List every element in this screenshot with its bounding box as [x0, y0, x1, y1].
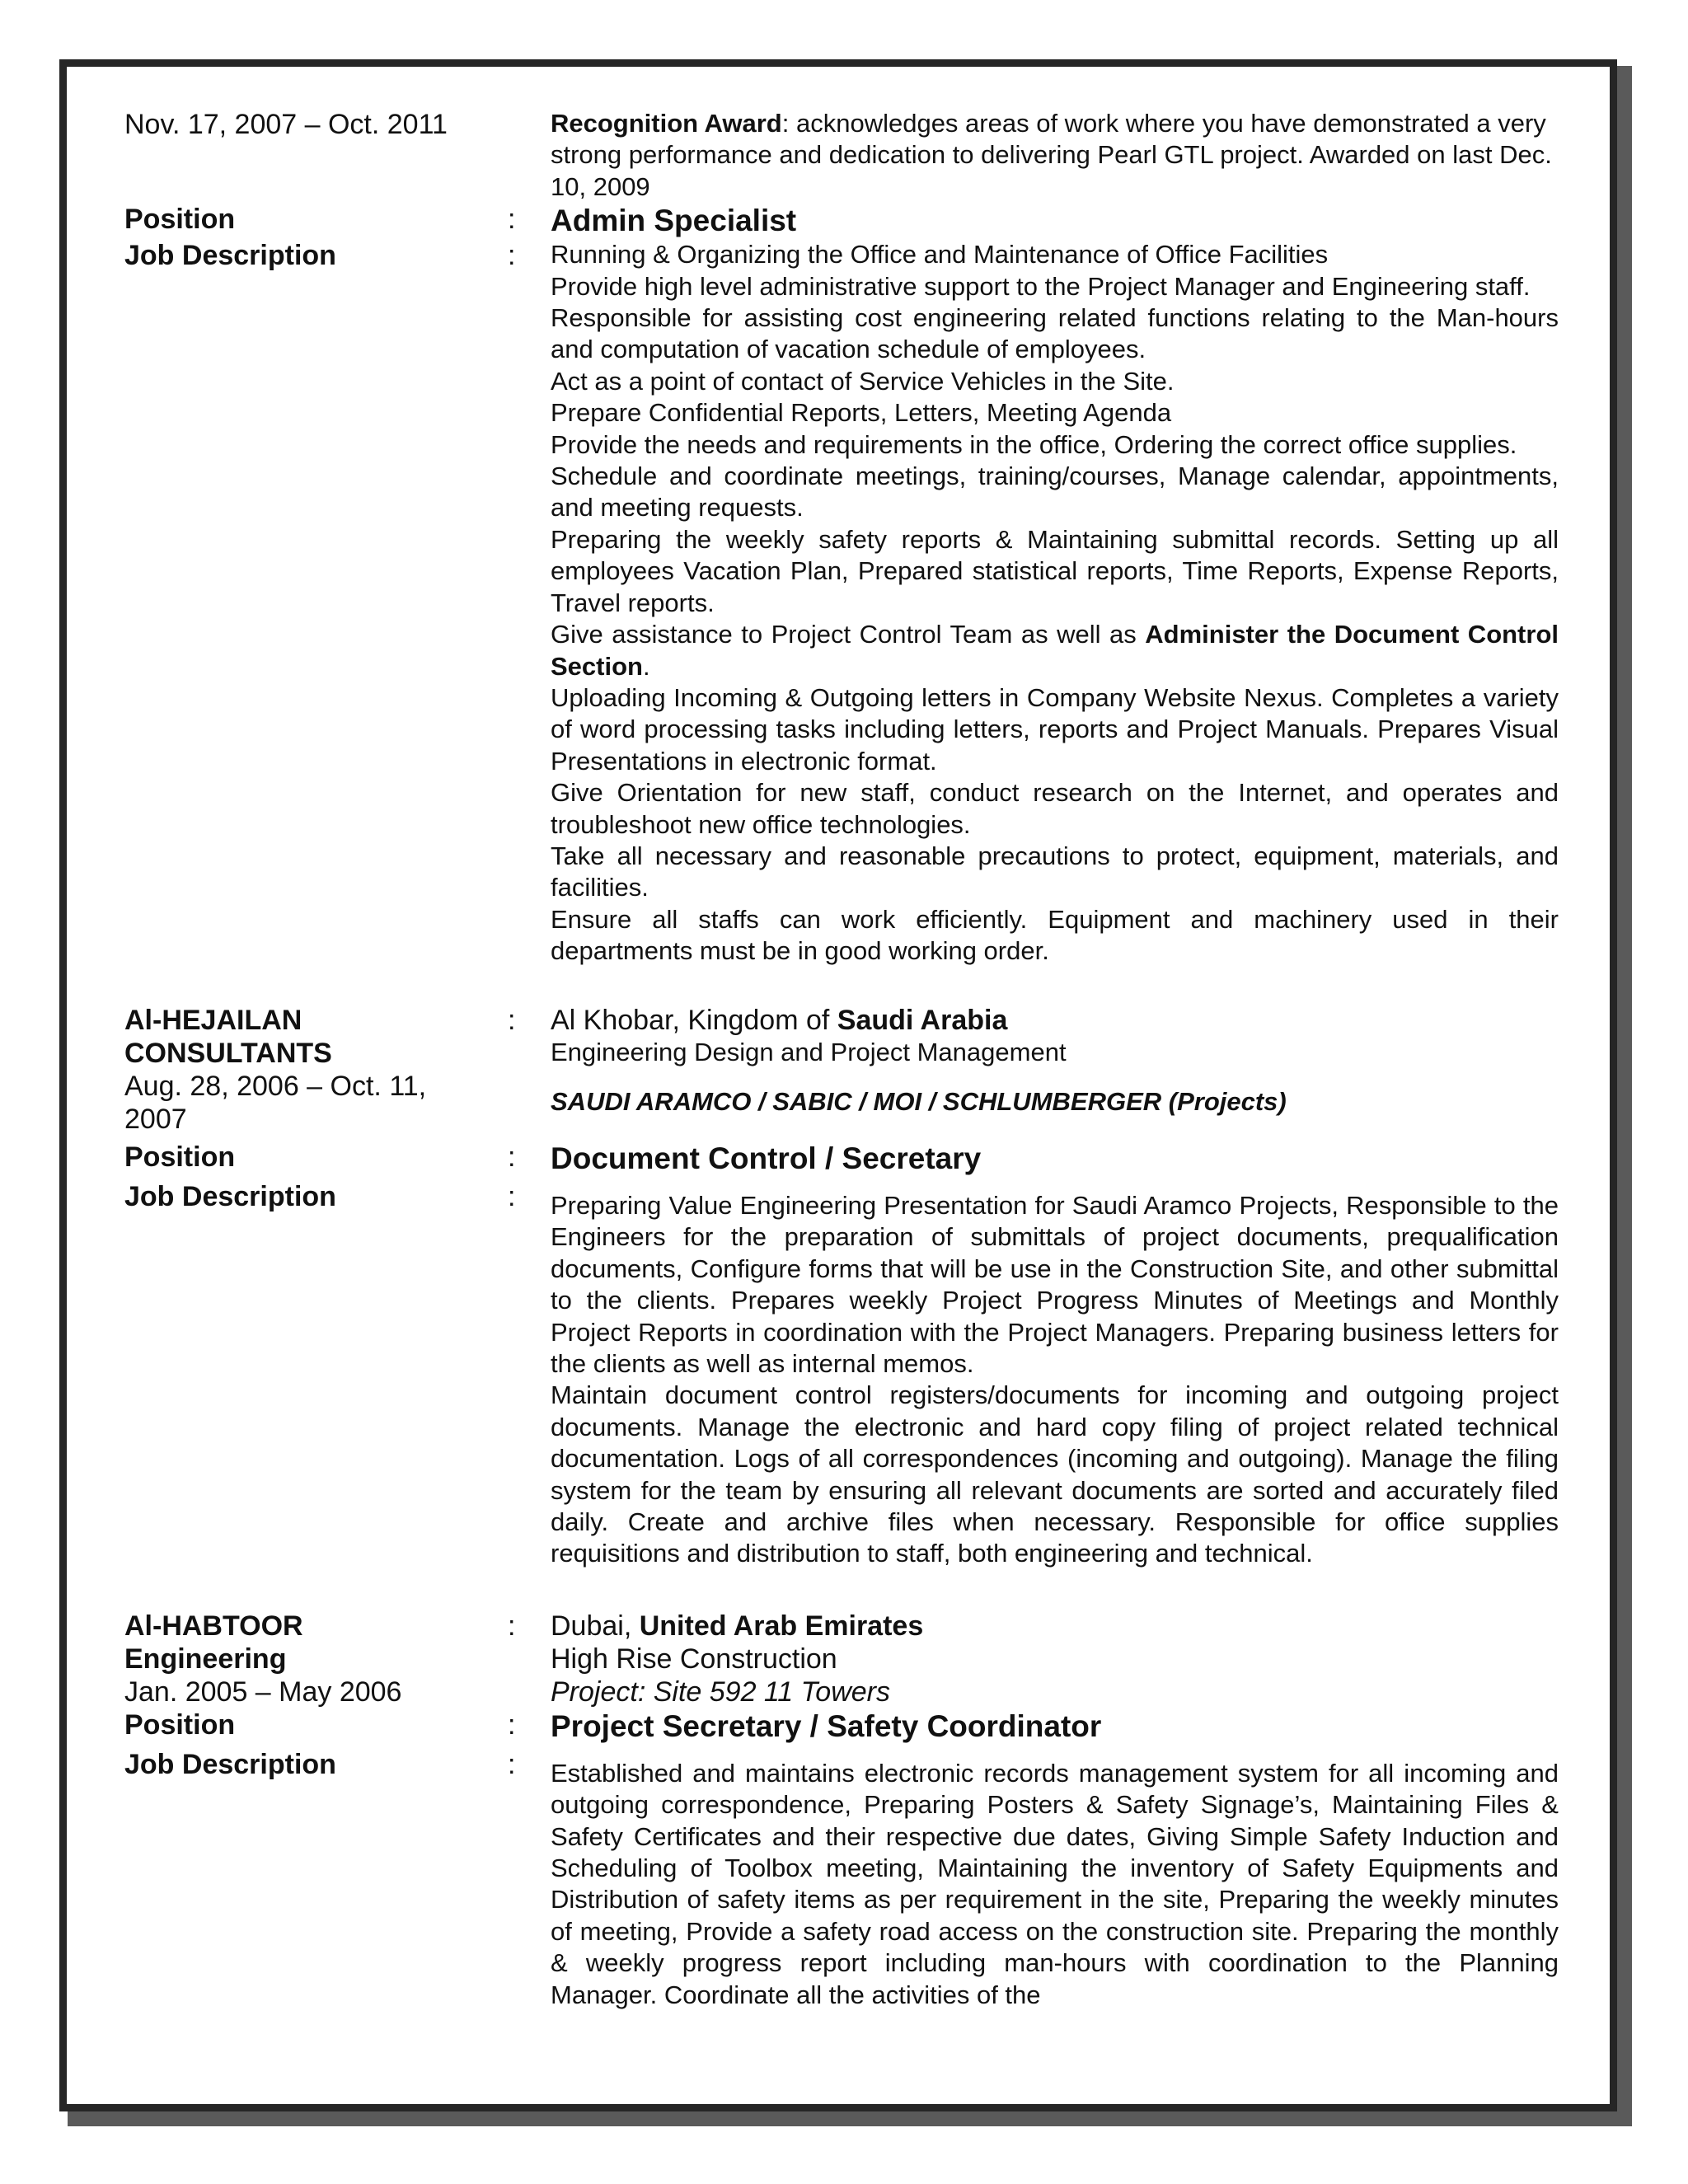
duty-item: Preparing the weekly safety reports & Maintaining submittal records. Setting up all employees Vacation Plan, Prepared statistical reports, Time Reports, Expense Reports, Travel reports. — [551, 524, 1559, 617]
entry3-position: Project Secretary / Safety Coordinator — [551, 1708, 1102, 1743]
entry2-position-label: Position — [124, 1141, 236, 1173]
entry3-description — [551, 1748, 1559, 2011]
entry2-company-line2: CONSULTANTS — [124, 1037, 332, 1069]
employment-entry-2 — [124, 1004, 1559, 1570]
entry2-description — [551, 1180, 1559, 1570]
location-pre: Dubai, — [551, 1610, 640, 1642]
colon: : — [508, 240, 516, 272]
description-paragraph: Maintain document control registers/documents for incoming and outgoing project documents. Manage the electronic and hard copy filing of project related technical documentation. Logs of all correspondences (incoming and outgoing). Manage the filing system for the team by ensuring all relevant documents are sorted and accurately filed daily. Create and archive files when necessary. Responsible for office supplies requisitions and distribution to staff, both engineering and technical. — [551, 1380, 1559, 1568]
duty-item: Give Orientation for new staff, conduct research on the Internet, and operates and troubleshoot new office technologies. — [551, 778, 1559, 839]
location-country: United Arab Emirates — [639, 1610, 924, 1642]
award-label: Recognition Award — [551, 109, 782, 138]
entry2-position: Document Control / Secretary — [551, 1141, 982, 1175]
duty-item: Responsible for assisting cost engineering related functions relating to the Man-hours and computation of vacation schedule of employees. — [551, 303, 1559, 364]
duty-doc-pre: Give assistance to Project Control Team as well as — [551, 620, 1146, 649]
entry2-company — [124, 1004, 487, 1136]
award-text: : acknowledges areas of work where you have demonstrated a very strong performance and dedication to delivering Pearl GTL project. Awarded on last Dec. 10, 2009 — [551, 109, 1552, 201]
entry2-jobdesc-label: Job Description — [124, 1180, 336, 1212]
duty-item: Ensure all staffs can work efficiently. Equipment and machinery used in their departments must be in good working order. — [551, 904, 1559, 966]
description-paragraph: Preparing Value Engineering Presentation for Saudi Aramco Projects, Responsible to the Engineers for the preparation of submittals of project documents, prequalification documents, Configure forms that will be use in the Construction Site, and other submittal to the clients. Prepares weekly Project Progress Minutes of Meetings and Monthly Project Reports in coordination with the Project Managers. Preparing business letters for the clients as well as internal memos. — [551, 1190, 1559, 1378]
duty-item: Uploading Incoming & Outgoing letters in Company Website Nexus. Completes a variety of word processing tasks including letters, reports and Project Manuals. Prepares Visual Presentations in electronic format. — [551, 682, 1559, 776]
duty-item-document-control — [551, 619, 1559, 682]
colon: : — [508, 1141, 516, 1173]
duty-item: Running & Organizing the Office and Maintenance of Office Facilities — [551, 240, 1329, 269]
location-country: Saudi Arabia — [837, 1004, 1008, 1036]
entry2-location — [551, 1004, 1559, 1037]
page-frame — [59, 59, 1617, 2111]
entry1-position: Admin Specialist — [551, 204, 797, 238]
entry2-company-line1: Al-HEJAILAN — [124, 1004, 302, 1036]
entry3-company-line1: Al-HABTOOR — [124, 1610, 303, 1642]
entry2-field: Engineering Design and Project Management — [551, 1037, 1067, 1066]
colon: : — [508, 204, 516, 236]
colon: : — [508, 1748, 516, 1780]
colon: : — [508, 1004, 516, 1036]
colon: : — [508, 1180, 516, 1212]
entry1-award — [551, 108, 1559, 203]
duty-item: Act as a point of contact of Service Vehicles in the Site. — [551, 366, 1175, 396]
duty-doc-post: . — [642, 651, 650, 681]
entry3-jobdesc-label: Job Description — [124, 1748, 336, 1780]
entry3-company — [124, 1610, 487, 1708]
entry3-company-line2: Engineering — [124, 1643, 287, 1675]
entry2-period: Aug. 28, 2006 – Oct. 11, 2007 — [124, 1070, 427, 1135]
resume-page — [124, 108, 1559, 2011]
entry1-jobdesc-label: Job Description — [124, 240, 336, 272]
location-pre: Al Khobar, Kingdom of — [551, 1004, 837, 1036]
description-paragraph: Established and maintains electronic records management system for all incoming and outgoing correspondence, Preparing Posters & Safety Signage’s, Maintaining Files & Safety Certificates and their respective due dates, Giving Simple Safety Induction and Scheduling of Toolbox meeting, Maintaining the inventory of Safety Equipments and Distribution of safety items as per requirement in the site, Preparing the weekly minutes of meeting, Provide a safety road access on the construction site. Preparing the monthly & weekly progress report including man-hours with coordination to the Planning Manager. Coordinate all the activities of the — [551, 1758, 1559, 2009]
employment-entry-1 — [124, 108, 1559, 968]
duty-item: Provide high level administrative support to the Project Manager and Engineering staff. — [551, 271, 1531, 301]
colon: : — [508, 1610, 516, 1642]
entry1-position-label: Position — [124, 204, 236, 236]
duty-item: Provide the needs and requirements in the office, Ordering the correct office supplies. — [551, 429, 1517, 459]
entry3-period: Jan. 2005 – May 2006 — [124, 1675, 402, 1708]
duty-doc-bold: Administer the Document Control Section — [551, 620, 1559, 681]
entry3-location — [551, 1610, 1559, 1643]
entry3-project: Project: Site 592 11 Towers — [551, 1675, 891, 1708]
duty-item: Schedule and coordinate meetings, training/courses, Manage calendar, appointments, and meeting requests. — [551, 462, 1559, 523]
employment-entry-3 — [124, 1610, 1559, 2011]
duty-item: Take all necessary and reasonable precautions to protect, equipment, materials, and facilities. — [551, 841, 1559, 902]
colon: : — [508, 1708, 516, 1741]
entry2-clients: SAUDI ARAMCO / SABIC / MOI / SCHLUMBERGER (Projects) — [551, 1086, 1287, 1116]
entry3-position-label: Position — [124, 1708, 236, 1741]
entry1-period: Nov. 17, 2007 – Oct. 2011 — [124, 109, 448, 140]
entry1-duties — [551, 239, 1559, 967]
entry3-field: High Rise Construction — [551, 1643, 837, 1675]
duty-item: Prepare Confidential Reports, Letters, Meeting Agenda — [551, 398, 1172, 428]
